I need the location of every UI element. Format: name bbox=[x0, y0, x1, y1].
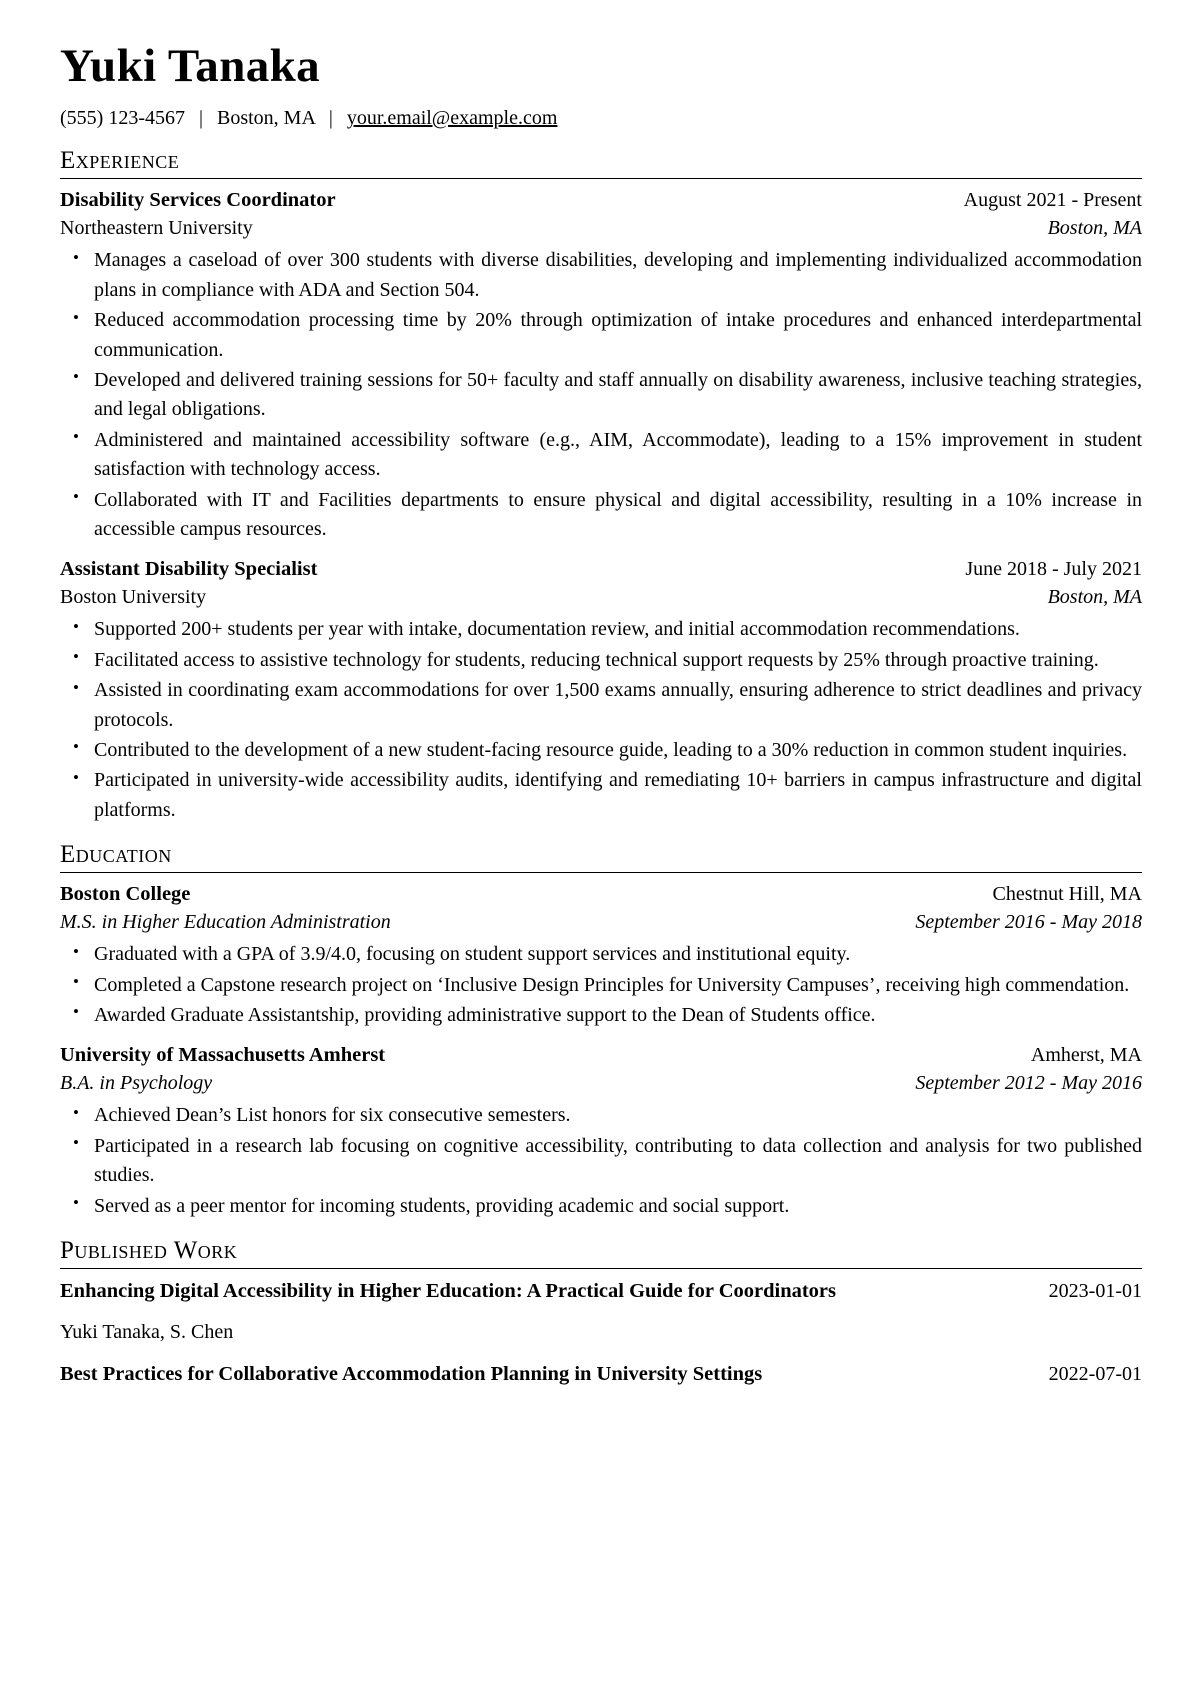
degree-dates: September 2012 - May 2016 bbox=[915, 1072, 1142, 1095]
entry-degree-row bbox=[60, 909, 1142, 936]
contact-separator: | bbox=[198, 107, 203, 130]
publication-authors: Yuki Tanaka, S. Chen bbox=[60, 1320, 234, 1343]
school-name: Boston College bbox=[60, 883, 191, 906]
contact-email-link[interactable]: your.email@example.com bbox=[346, 107, 558, 130]
contact-line bbox=[60, 105, 1142, 131]
education-bullet-list bbox=[60, 940, 1142, 1030]
list-item: • Supported 200+ students per year with intake, documentation review, and initial accommodation recommendations. bbox=[60, 615, 1142, 644]
entry-school-row bbox=[60, 881, 1142, 909]
published-work-section bbox=[60, 1237, 1142, 1388]
section-divider bbox=[60, 872, 1142, 873]
list-item: • Completed a Capstone research project on ‘Inclusive Design Principles for University Campuses’, receiving high commendation. bbox=[60, 971, 1142, 1000]
list-item: • Reduced accommodation processing time by 20% through optimization of intake procedures and enhanced interdepartmental communication. bbox=[60, 306, 1142, 365]
list-item: • Contributed to the development of a new student-facing resource guide, leading to a 30% reduction in common student inquiries. bbox=[60, 736, 1142, 765]
job-location: Boston, MA bbox=[1047, 586, 1142, 609]
entry-org-row bbox=[60, 584, 1142, 611]
experience-entry bbox=[60, 187, 1142, 544]
publication-entry bbox=[60, 1360, 1142, 1389]
job-organization: Boston University bbox=[60, 586, 207, 609]
contact-location: Boston, MA bbox=[217, 107, 315, 130]
publication-title-row bbox=[60, 1360, 1142, 1389]
section-heading-published-work: Published Work bbox=[60, 1236, 238, 1264]
list-item: • Developed and delivered training sessions for 50+ faculty and staff annually on disability awareness, inclusive teaching strategies, and legal obligations. bbox=[60, 366, 1142, 425]
list-item: • Served as a peer mentor for incoming students, providing academic and social support. bbox=[60, 1192, 1142, 1221]
job-organization: Northeastern University bbox=[60, 217, 253, 240]
education-section bbox=[60, 841, 1142, 1221]
school-location: Amherst, MA bbox=[1030, 1044, 1142, 1067]
entry-title-row bbox=[60, 187, 1142, 215]
job-title: Assistant Disability Specialist bbox=[60, 558, 318, 581]
contact-separator: | bbox=[328, 107, 333, 130]
list-item: • Graduated with a GPA of 3.9/4.0, focusing on student support services and institutional equity. bbox=[60, 940, 1142, 969]
list-item: • Facilitated access to assistive technology for students, reducing technical support requests by 25% through proactive training. bbox=[60, 646, 1142, 675]
section-heading-experience: Experience bbox=[60, 147, 180, 175]
list-item: • Achieved Dean’s List honors for six consecutive semesters. bbox=[60, 1101, 1142, 1130]
list-item: • Assisted in coordinating exam accommodations for over 1,500 exams annually, ensuring adherence to strict deadlines and privacy protocols. bbox=[60, 676, 1142, 735]
school-location: Chestnut Hill, MA bbox=[992, 883, 1142, 906]
section-divider bbox=[60, 1268, 1142, 1269]
list-item: • Administered and maintained accessibility software (e.g., AIM, Accommodate), leading to a 15% improvement in student satisfaction with technology access. bbox=[60, 426, 1142, 485]
job-location: Boston, MA bbox=[1047, 217, 1142, 240]
publication-title: Enhancing Digital Accessibility in Higher Education: A Practical Guide for Coordinators bbox=[60, 1279, 836, 1302]
publication-date: 2022-07-01 bbox=[1048, 1362, 1142, 1385]
school-name: University of Massachusetts Amherst bbox=[60, 1044, 386, 1067]
education-entry bbox=[60, 881, 1142, 1030]
section-divider bbox=[60, 178, 1142, 179]
publication-date: 2023-01-01 bbox=[1048, 1279, 1142, 1302]
resume-header bbox=[60, 42, 1142, 131]
degree-dates: September 2016 - May 2018 bbox=[915, 910, 1142, 933]
degree-name: M.S. in Higher Education Administration bbox=[60, 910, 391, 933]
degree-name: B.A. in Psychology bbox=[60, 1072, 213, 1095]
list-item: • Collaborated with IT and Facilities departments to ensure physical and digital accessibility, resulting in a 10% increase in accessible campus resources. bbox=[60, 486, 1142, 545]
experience-section bbox=[60, 147, 1142, 825]
job-bullet-list bbox=[60, 246, 1142, 544]
experience-entry bbox=[60, 556, 1142, 825]
publication-title-row bbox=[60, 1277, 1142, 1306]
education-bullet-list bbox=[60, 1101, 1142, 1221]
job-dates: August 2021 - Present bbox=[963, 189, 1142, 212]
entry-org-row bbox=[60, 215, 1142, 242]
education-entry bbox=[60, 1042, 1142, 1221]
job-title: Disability Services Coordinator bbox=[60, 189, 336, 212]
list-item: • Participated in university-wide accessibility audits, identifying and remediating 10+ barriers in campus infrastructure and digital platforms. bbox=[60, 766, 1142, 825]
list-item: • Participated in a research lab focusing on cognitive accessibility, contributing to data collection and analysis for two published studies. bbox=[60, 1132, 1142, 1191]
contact-phone: (555) 123-4567 bbox=[60, 107, 185, 130]
list-item: • Manages a caseload of over 300 students with diverse disabilities, developing and implementing individualized accommodation plans in compliance with ADA and Section 504. bbox=[60, 246, 1142, 305]
publication-title: Best Practices for Collaborative Accommodation Planning in University Settings bbox=[60, 1362, 763, 1385]
page-title: Yuki Tanaka bbox=[60, 40, 321, 92]
list-item: • Awarded Graduate Assistantship, providing administrative support to the Dean of Students office. bbox=[60, 1001, 1142, 1030]
entry-school-row bbox=[60, 1042, 1142, 1070]
entry-title-row bbox=[60, 556, 1142, 584]
job-bullet-list bbox=[60, 615, 1142, 825]
entry-degree-row bbox=[60, 1070, 1142, 1097]
job-dates: June 2018 - July 2021 bbox=[965, 558, 1142, 581]
section-heading-education: Education bbox=[60, 841, 172, 869]
publication-entry bbox=[60, 1277, 1142, 1346]
